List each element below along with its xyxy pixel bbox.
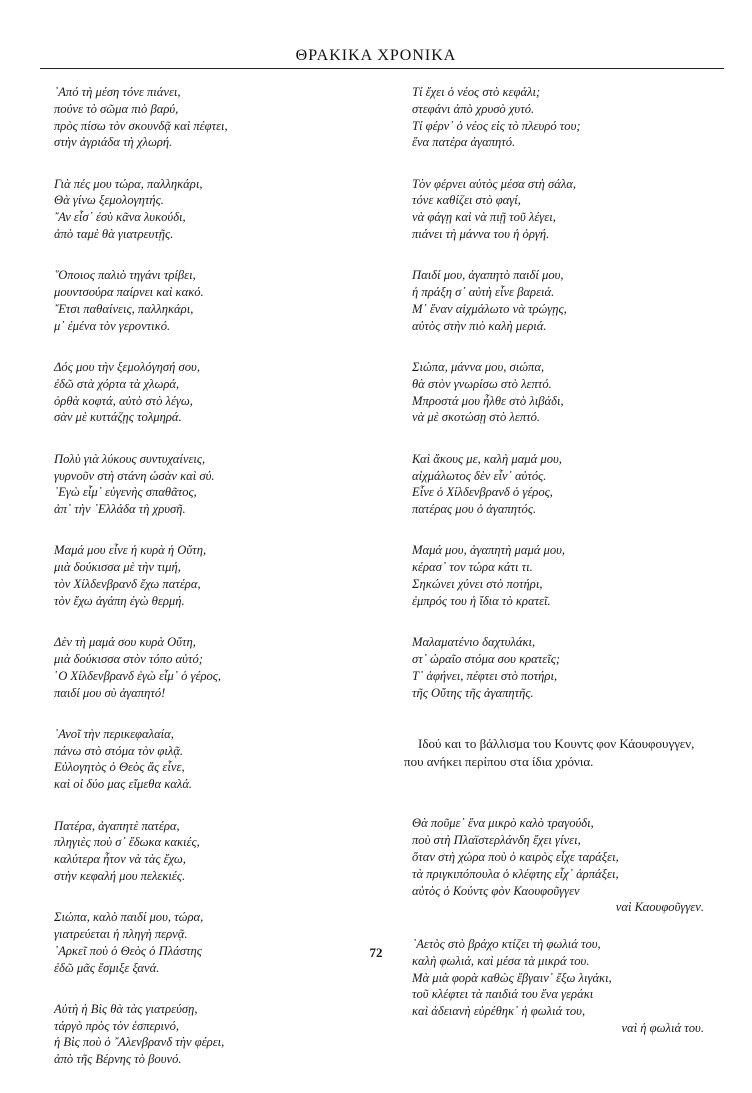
stanza	[54, 176, 374, 243]
stanza	[54, 1001, 374, 1068]
verse-line: τόνε καθίζει στὸ φαγί,	[412, 193, 521, 208]
verse-line: καλύτερα ἦτον νὰ τὰς ἔχω,	[54, 852, 186, 867]
verse-line: ἡ Βὶς ποὺ ὁ ῎Αλενβρανδ τὴν φέρει,	[54, 1035, 225, 1050]
verse-line: πούνε τὸ σῶμα πιὸ βαρύ,	[54, 101, 179, 116]
verse-line: ῎Ετσι παθαίνεις, παλληκάρι,	[54, 301, 194, 316]
verse-line: Τί φέρν᾽ ὁ νέος εἰς τὸ πλευρό του;	[412, 118, 581, 133]
verse-line: Μαμά μου εἶνε ἡ κυρὰ ἡ Οὔτη,	[54, 543, 207, 558]
verse-line: στ᾽ ὡραῖο στόμα σου κρατεῖς;	[412, 651, 561, 666]
verse-line: γυρνοῦν στὴ στάνη ὡσὰν καὶ σύ.	[54, 468, 215, 483]
verse-line: Μ᾽ ἕναν αἰχμάλωτο νὰ τρώγῃς,	[412, 301, 567, 316]
stanza	[412, 815, 712, 916]
right-column	[404, 84, 712, 1057]
stanza	[54, 451, 374, 518]
verse-line: σὰν μὲ κυττάζῃς τολμηρά.	[54, 410, 182, 425]
verse-line: τὸν Χίλδενβρανδ ἔχω πατέρα,	[54, 577, 201, 592]
verse-line: ἀπ᾽ τὴν ᾽Ελλάδα τὴ χρυσῆ.	[54, 502, 186, 517]
verse-line: μιὰ δούκισσα μὲ τὴν τιμή,	[54, 560, 181, 575]
verse-line: ᾽Αρκεῖ ποὺ ὁ Θεὸς ὁ Πλάστης	[54, 943, 202, 958]
page-number: 72	[369, 945, 383, 960]
stanza	[412, 634, 712, 701]
verse-line: Τί ἔχει ὁ νέος στὸ κεφάλι;	[412, 85, 541, 99]
verse-line: Σηκώνει χύνει στὸ ποτήρι,	[412, 577, 543, 592]
verse-line: ῞Οποιος παλιὸ τηγάνι τρίβει,	[54, 268, 196, 283]
verse-line: Τὸν φέρνει αὐτὸς μέσα στὴ σάλα,	[412, 176, 577, 191]
verse-line: ῾Ο Χίλδενβρανδ ἐγὼ εἶμ᾽ ὁ γέρος,	[54, 668, 222, 683]
verse-line: τάργὸ πρὸς τὸν ἑσπερινό,	[54, 1018, 180, 1033]
verse-line: ᾽Ανοῖ τὴν περικεφαλαία,	[54, 726, 174, 741]
verse-line: τὰ πριγκιπόπουλα ὁ κλέφτης εἶχ᾽ ἁρπάξει,	[412, 866, 619, 881]
verse-line: Μαλαματένιο δαχτυλάκι,	[412, 635, 536, 650]
prose-paragraph: Ιδού και το βάλλισμα του Κουντς φον Κάουφουγγεν, που ανήκει περίπου στα ίδια χρόνια.	[404, 736, 695, 770]
verse-line: ὀρθὰ κοφτά, αὐτὸ στὸ λέγω,	[54, 393, 193, 408]
verse-line: Πατέρα, ἀγαπητὲ πατέρα,	[54, 818, 180, 833]
verse-line: ὅταν στὴ χώρα ποὺ ὁ καιρὸς εἶχε ταράξει,	[412, 849, 619, 864]
verse-line: παιδί μου σὺ ἀγαπητό!	[54, 685, 166, 700]
stanza	[54, 634, 374, 701]
verse-line: τὸν ἔχω ἀγάπη ἐγὼ θερμή.	[54, 593, 185, 608]
verse-line: Εἶνε ὁ Χίλδενβρανδ ὁ γέρος,	[412, 485, 553, 500]
verse-line: ἡ πράξη σ᾽ αὐτὴ εἶνε βαρειά.	[412, 285, 555, 300]
running-header: ΘΡΑΚΙΚΑ ΧΡΟΝΙΚΑ	[295, 47, 457, 64]
verse-line: καὶ οἱ δύο μας εἴμεθα καλά.	[54, 777, 193, 792]
verse-line: νὰ φάγῃ καὶ νὰ πιῇ τοῦ λέγει,	[412, 210, 556, 225]
verse-line: Εὐλογητὸς ὁ Θεὸς ἄς εἶνε,	[54, 760, 185, 775]
verse-line: γιατρεύεται ἡ πληγὴ περνᾷ.	[54, 926, 188, 941]
verse-line: Μὰ μιὰ φορὰ καθὼς ἔβγαιν᾽ ἔξω λιγάκι,	[412, 970, 612, 985]
verse-line: ᾽Από τὴ μέση τόνε πιάνει,	[54, 85, 181, 99]
verse-line: αἰχμάλωτος δὲν εἶν᾽ αὐτός.	[412, 468, 547, 483]
verse-line: καλὴ φωλιά, καὶ μέσα τὰ μικρά του.	[412, 953, 590, 968]
verse-line: πατέρας μου ὁ ἀγαπητός.	[412, 502, 537, 517]
verse-line: Παιδί μου, ἀγαπητὸ παιδί μου,	[412, 268, 564, 283]
verse-line: πρὸς πίσω τὸν σκουνδᾷ καὶ πέφτει,	[54, 118, 228, 133]
verse-line: Θὰ γίνω ξεμολογητής.	[54, 193, 164, 208]
verse-line: τοῦ κλέφτει τὰ παιδιά του ἕνα γεράκι	[412, 987, 594, 1002]
stanza	[54, 726, 374, 793]
stanza	[412, 176, 712, 243]
verse-line: πάνω στὸ στόμα τὸν φιλᾷ.	[54, 743, 184, 758]
verse-line: στεφάνι ἀπὸ χρυσὸ χυτό.	[412, 101, 535, 116]
verse-line: νὰ μὲ σκοτώσῃ στὸ λεπτό.	[412, 410, 541, 425]
verse-line: ποὺ στὴ Πλαϊστερλάνδη ἔχει γίνει,	[412, 833, 581, 848]
verse-line: στὴν ἀγριάδα τὴ χλωρή.	[54, 135, 173, 150]
verse-line: Δὲν τὴ μαμά σου κυρὰ Οὔτη,	[54, 635, 196, 650]
header-rule	[40, 68, 724, 69]
right-poem-lower	[412, 815, 712, 1037]
verse-line: κέρασ᾽ τον τώρα κάτι τι.	[412, 560, 533, 575]
stanza	[54, 359, 374, 426]
verse-line: ᾽Αετὸς στὸ βράχο κτίζει τὴ φωλιά του,	[412, 937, 601, 952]
stanza	[54, 909, 374, 976]
verse-line: Γιὰ πές μου τώρα, παλληκάρι,	[54, 176, 203, 191]
verse-line: μ᾽ ἐμένα τὸν γεροντικό.	[54, 318, 171, 333]
verse-line: τῆς Οὔτης τῆς ἀγαπητῆς.	[412, 685, 534, 700]
verse-line: Μπροστά μου ἦλθε στὸ λιβάδι,	[412, 393, 564, 408]
verse-line: ἀπὸ τῆς Βέρνης τὸ βουνό.	[54, 1052, 182, 1067]
verse-line: πιάνει τὴ μάννα του ἡ ὀργή.	[412, 227, 550, 242]
stanza	[54, 267, 374, 334]
verse-line: Καὶ ἄκους με, καλὴ μαμά μου,	[412, 451, 562, 466]
stanza	[54, 542, 374, 609]
right-poem-upper	[412, 84, 712, 701]
stanza	[54, 84, 374, 151]
verse-line: καὶ ἀδειανὴ εὑρέθηκ᾽ ἡ φωλιά του,	[412, 1004, 586, 1019]
verse-line: Σιώπα, μάννα μου, σιώπα,	[412, 360, 545, 375]
verse-line: ἐμπρός του ἡ ἴδια τὸ κρατεῖ.	[412, 593, 551, 608]
verse-line: ᾽Εγὼ εἶμ᾽ εὐγενὴς σπαθᾶτος,	[54, 485, 197, 500]
verse-line: ῎Αν εἶσ᾽ ἐσὺ κᾶνα λυκούδι,	[54, 210, 186, 225]
refrain-line: ναὶ ἡ φωλιά του.	[621, 1021, 704, 1036]
verse-line: Δός μου τὴν ξεμολόγησή σου,	[54, 360, 200, 375]
verse-line: ἕνα πατέρα ἀγαπητό.	[412, 135, 516, 150]
verse-line: πληγιὲς ποὺ σ᾽ ἔδωκα κακιές,	[54, 835, 200, 850]
verse-line: στὴν κεφαλή μου πελεκιές.	[54, 868, 186, 883]
refrain-line: ναὶ Καουφοῦγγεν.	[615, 900, 704, 915]
stanza	[412, 267, 712, 334]
verse-line: θὰ στὸν γνωρίσω στὸ λεπτό.	[412, 376, 552, 391]
verse-line: ἀπὸ ταμὲ θὰ γιατρευτῇς.	[54, 227, 174, 242]
verse-line: ἐδῶ στὰ χόρτα τὰ χλωρά,	[54, 376, 180, 391]
verse-line: αὐτὸς ὁ Κούντς φὸν Καουφοῦγγεν	[412, 883, 580, 898]
verse-line: Μαμά μου, ἀγαπητὴ μαμά μου,	[412, 543, 566, 558]
stanza	[412, 84, 712, 151]
stanza	[412, 542, 712, 609]
verse-line: αὐτὸς στὴν πιὸ καλὴ μεριά.	[412, 318, 547, 333]
stanza	[412, 359, 712, 426]
verse-line: μιὰ δούκισσα στὸν τόπο αὐτό;	[54, 651, 203, 666]
verse-line: Τ᾽ ἀφήνει, πέφτει στὸ ποτήρι,	[412, 668, 558, 683]
verse-line: Σιώπα, καλὸ παιδί μου, τώρα,	[54, 910, 204, 925]
stanza	[412, 451, 712, 518]
stanza	[54, 818, 374, 885]
verse-line: ἐδῶ μᾶς ἔσμιξε ξανά.	[54, 960, 160, 975]
left-column	[54, 84, 374, 1093]
verse-line: Θὰ ποῦμε᾽ ἕνα μικρὸ καλὸ τραγούδι,	[412, 816, 594, 831]
verse-line: Αὐτὴ ἡ Βὶς θὰ τὰς γιατρεύσῃ,	[54, 1001, 198, 1016]
verse-line: μουντσούρα παίρνει καὶ κακό.	[54, 285, 204, 300]
verse-line: Πολὺ γιὰ λύκους συντυχαίνεις,	[54, 451, 206, 466]
